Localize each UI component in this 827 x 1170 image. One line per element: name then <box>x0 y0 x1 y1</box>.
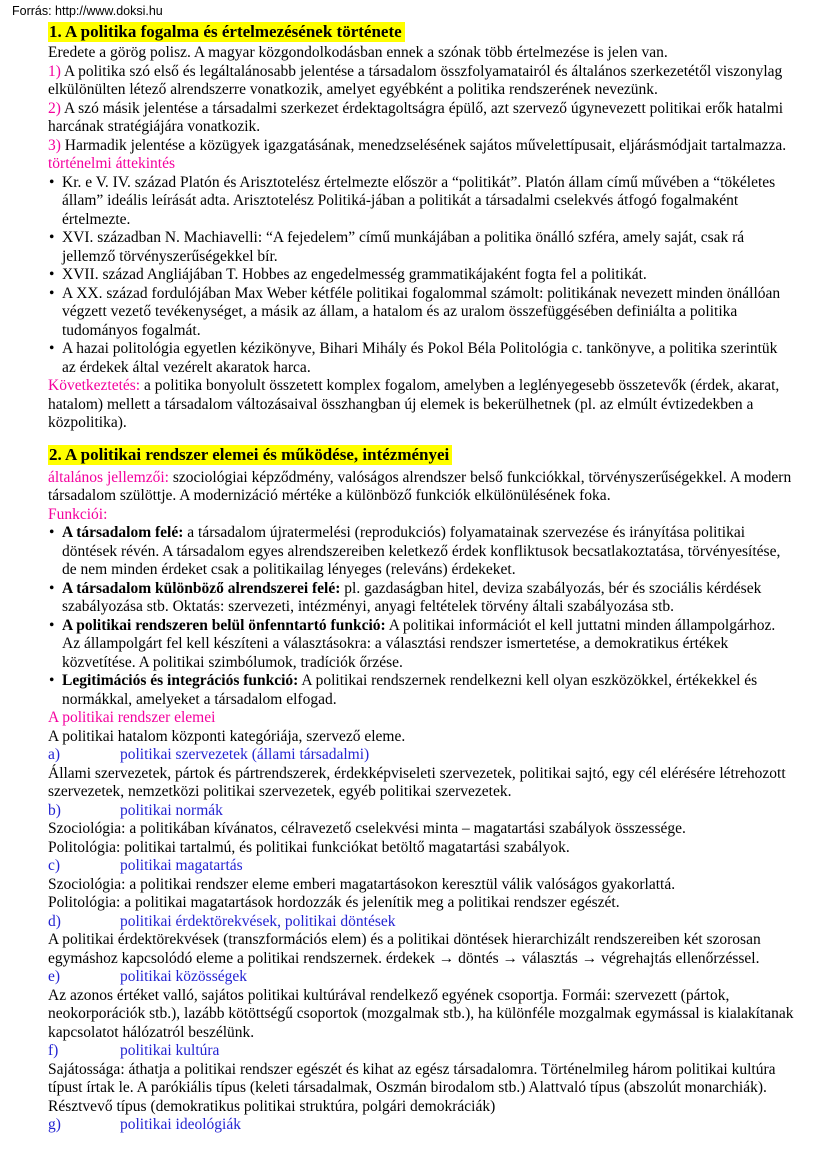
heading-highlight-text: 2. A politikai rendszer elemei és működése, intézményei <box>48 445 452 465</box>
text-run: A politikai érdektörekvések (transzformációs elem) és a politikai döntések hierarchizált rendszereiben két szorosan egymáshoz kapcsolódó eleme a politikai rendszernek. érdekek → döntés → választás → végrehajtás ellenőrzéssel. <box>48 931 761 967</box>
bullet-icon: • <box>49 284 55 302</box>
text-run: A hazai politológia egyetlen kézikönyve, Bihari Mihály és Pokol Béla Politológia c. tankönyve, a politika szerintük az érdekek által vezérelt akaratok harca. <box>62 340 778 376</box>
bullet-icon: • <box>49 229 55 246</box>
bullet-item <box>48 524 795 580</box>
paragraph <box>48 137 795 156</box>
lettered-list-item <box>48 968 795 987</box>
source-url-line: Forrás: http://www.doksi.hu <box>12 4 163 18</box>
document-body <box>48 21 795 1135</box>
bullet-icon: • <box>49 173 55 191</box>
paragraph <box>48 987 795 1043</box>
lettered-list-item <box>48 1116 795 1135</box>
text-run: Harmadik jelentése a közügyek igazgatásának, menedzselésének sajátos művelettípusait, eljárásmódjait tartalmazza. <box>64 136 787 154</box>
text-run: A politikai rendszer elemei <box>48 709 216 726</box>
bullet-item <box>48 266 795 285</box>
paragraph <box>48 839 795 858</box>
text-run: Szociológia: a politikában kívánatos, célravezető cselekvési minta – magatartási szabályok összessége. <box>48 820 686 837</box>
text-run: Az azonos értéket valló, sajátos politikai kultúrával rendelkező egyének csoportja. Formái: szervezett (pártok, neokorporációk stb.), lazább kötöttségű csoportok (mozgalmak stb.), ha különféle mozgalmak egymással is kialakítanak kapcsolatot hálózatról beszélünk. <box>48 986 794 1041</box>
section-heading <box>48 21 795 42</box>
paragraph <box>48 709 795 728</box>
bullet-item <box>48 285 795 341</box>
text-run: A politikai hatalom központi kategóriája, szervező eleme. <box>48 727 406 745</box>
paragraph <box>48 820 795 839</box>
item-label: politikai normák <box>120 801 223 819</box>
text-run: XVI. században N. Machiavelli: “A fejedelem” című munkájában a politika önálló szféra, amely saját, csak rá jellemző törvényszerűségekkel bír. <box>62 229 745 265</box>
text-run: XVII. század Angliájában T. Hobbes az engedelmesség grammatikájaként fogta fel a politikát. <box>62 266 647 283</box>
paragraph <box>48 155 795 174</box>
text-run: Állami szervezetek, pártok és pártrendszerek, érdekképviseleti szervezetek, politikai sajtó, egy cél elérésére létrehozott szervezetek, nemzetközi politikai szervezetek, egyéb politikai szervezetek. <box>48 764 786 800</box>
item-letter: b) <box>48 801 61 819</box>
paragraph <box>48 63 795 100</box>
paragraph <box>48 931 795 968</box>
paragraph <box>48 894 795 913</box>
item-letter: e) <box>48 968 61 985</box>
lettered-list-item <box>48 746 795 765</box>
text-run: A társadalom különböző alrendszerei felé: <box>62 579 341 597</box>
paragraph <box>48 377 795 433</box>
item-label: politikai szervezetek (állami társadalmi) <box>120 746 370 763</box>
bullet-item <box>48 580 795 617</box>
bullet-icon: • <box>49 266 55 283</box>
text-run: A politikai rendszeren belül önfenntartó funkció: <box>62 616 386 634</box>
lettered-list-item <box>48 1042 795 1061</box>
text-run: 2) <box>48 99 64 117</box>
text-run: Következtetés: <box>48 377 141 394</box>
text-run: 3) <box>48 136 65 154</box>
section-heading <box>48 444 795 465</box>
paragraph <box>48 100 795 137</box>
text-run: általános jellemzői: <box>48 468 169 486</box>
bullet-icon: • <box>49 672 55 689</box>
text-run: Legitimációs és integrációs funkció: <box>62 672 299 689</box>
bullet-icon: • <box>49 524 55 541</box>
text-run: A társadalom felé: <box>62 524 184 541</box>
paragraph <box>48 506 795 525</box>
item-label: politikai magatartás <box>120 857 243 874</box>
bullet-item <box>48 617 795 673</box>
item-label: politikai közösségek <box>120 968 247 985</box>
text-run: Kr. e V. IV. század Platón és Arisztotelész értelmezte először a “politikát”. Platón állam című művében a “tökéletes állam” ideális leírását adta. Arisztotelész Politiká-jában a politikát a társadalmi cselekvés átfogó fogalmaként értelmezte. <box>62 173 776 228</box>
text-run: 1) <box>48 62 64 80</box>
paragraph <box>48 44 795 63</box>
item-letter: f) <box>48 1042 59 1059</box>
text-run: A politikai információt el kell juttatni minden állampolgárhoz. Az állampolgárt fel kell készíteni a választásokra: a választási rendszer ismertetése, a demokratikus értékek közvetítése. A politikai szimbólumok, tradíciók őrzése. <box>62 616 776 671</box>
text-run: a politika bonyolult összetett komplex fogalom, amelyben a leglényegesebb összetevők (érdek, akarat, hatalom) mellett a társadalom változásaival összhangban új elemek is bekerülhetnek (pl. az elmúlt évtizedekben a közpolitika). <box>48 377 780 431</box>
text-run: pl. gazdaságban hitel, deviza szabályozás, bér és szociális kérdések szabályozása stb. Oktatás: szervezeti, intézményi, anyagi feltételek törvény általi szabályozása stb. <box>62 579 762 615</box>
text-run: A politika szó első és legáltalánosabb jelentése a társadalom összfolyamatairól és általános szerkezetétől viszonylag elkülönülten létező alrendszerre vonatkozik, amelyet egyébként a politika rendszerének nevezünk. <box>48 62 783 98</box>
paragraph <box>48 1061 795 1117</box>
text-run: Szociológia: a politikai rendszer eleme emberi magatartásokon keresztül válik valóságos gyakorlattá. <box>48 875 676 893</box>
text-run: Sajátossága: áthatja a politikai rendszer egészét és kihat az egész társadalomra. Történelmileg három politikai kultúra típust írtak le. A parókiális típus (keleti társadalmak, Oszmán birodalom stb.) Alattvaló típus (abszolút monarchiák). Résztvevő típus (demokratikus politikai struktúra, polgári demokráciák) <box>48 1060 776 1115</box>
bullet-icon: • <box>49 579 55 597</box>
item-letter: a) <box>48 746 61 763</box>
bullet-icon: • <box>49 616 55 634</box>
bullet-icon: • <box>49 340 55 357</box>
bullet-item <box>48 174 795 230</box>
item-letter: d) <box>48 912 61 930</box>
text-run: Politológia: a politikai magatartások hordozzák és jelenítik meg a politikai rendszer egészét. <box>48 894 620 911</box>
paragraph <box>48 469 795 506</box>
heading-highlight-text: 1. A politika fogalma és értelmezésének története <box>48 22 405 42</box>
text-run: Eredete a görög polisz. A magyar közgondolkodásban ennek a szónak több értelmezése is jelen van. <box>48 44 668 61</box>
text-run: A XX. század fordulójában Max Weber kétféle politikai fogalommal számolt: politikának nevezett minden önállóan végzett vezető tevékenységet, a másik az állam, a hatalom és az uralom összefüggésében definiálta a politika tudományos fogalmát. <box>62 284 781 339</box>
lettered-list-item <box>48 802 795 821</box>
paragraph <box>48 765 795 802</box>
text-run: A szó másik jelentése a társadalmi szerkezet érdektagoltságra épülő, azt szervező úgynevezett politikai erők hatalmi harcának stratégiájára vonatkozik. <box>48 99 784 135</box>
lettered-list-item <box>48 857 795 876</box>
item-letter: c) <box>48 857 61 874</box>
text-run: a társadalom újratermelési (reprodukciós) folyamatainak szervezése és irányítása politikai döntések révén. A társadalom egyes alrendszereiben keletkező érdek konfliktusok becsatlakoztatása, törvényesítése, de nem minden érdeket csak a politikailag lényeges (releváns) érdekeket. <box>62 524 781 578</box>
paragraph <box>48 728 795 747</box>
paragraph <box>48 876 795 895</box>
bullet-item <box>48 340 795 377</box>
text-run: történelmi áttekintés <box>48 155 175 172</box>
item-label: politikai érdektörekvések, politikai döntések <box>120 912 396 930</box>
text-run: Funkciói: <box>48 505 108 523</box>
lettered-list-item <box>48 913 795 932</box>
bullet-item <box>48 229 795 266</box>
bullet-item <box>48 672 795 709</box>
item-letter: g) <box>48 1116 61 1133</box>
text-run: A politikai rendszernek rendelkezni kell olyan eszközökkel, értékekkel és normákkal, amelyeket a társadalom elfogad. <box>62 672 758 708</box>
item-label: politikai kultúra <box>120 1042 220 1059</box>
text-run: szociológiai képződmény, valóságos alrendszer belső funkciókkal, törvényszerűségekkel. A modern társadalom szülöttje. A modernizáció mértéke a különböző funkciók elkülönülésének foka. <box>48 468 792 504</box>
text-run: Politológia: politikai tartalmú, és politikai funkciókat betöltő magatartási szabályok. <box>48 838 570 856</box>
item-label: politikai ideológiák <box>120 1116 241 1133</box>
